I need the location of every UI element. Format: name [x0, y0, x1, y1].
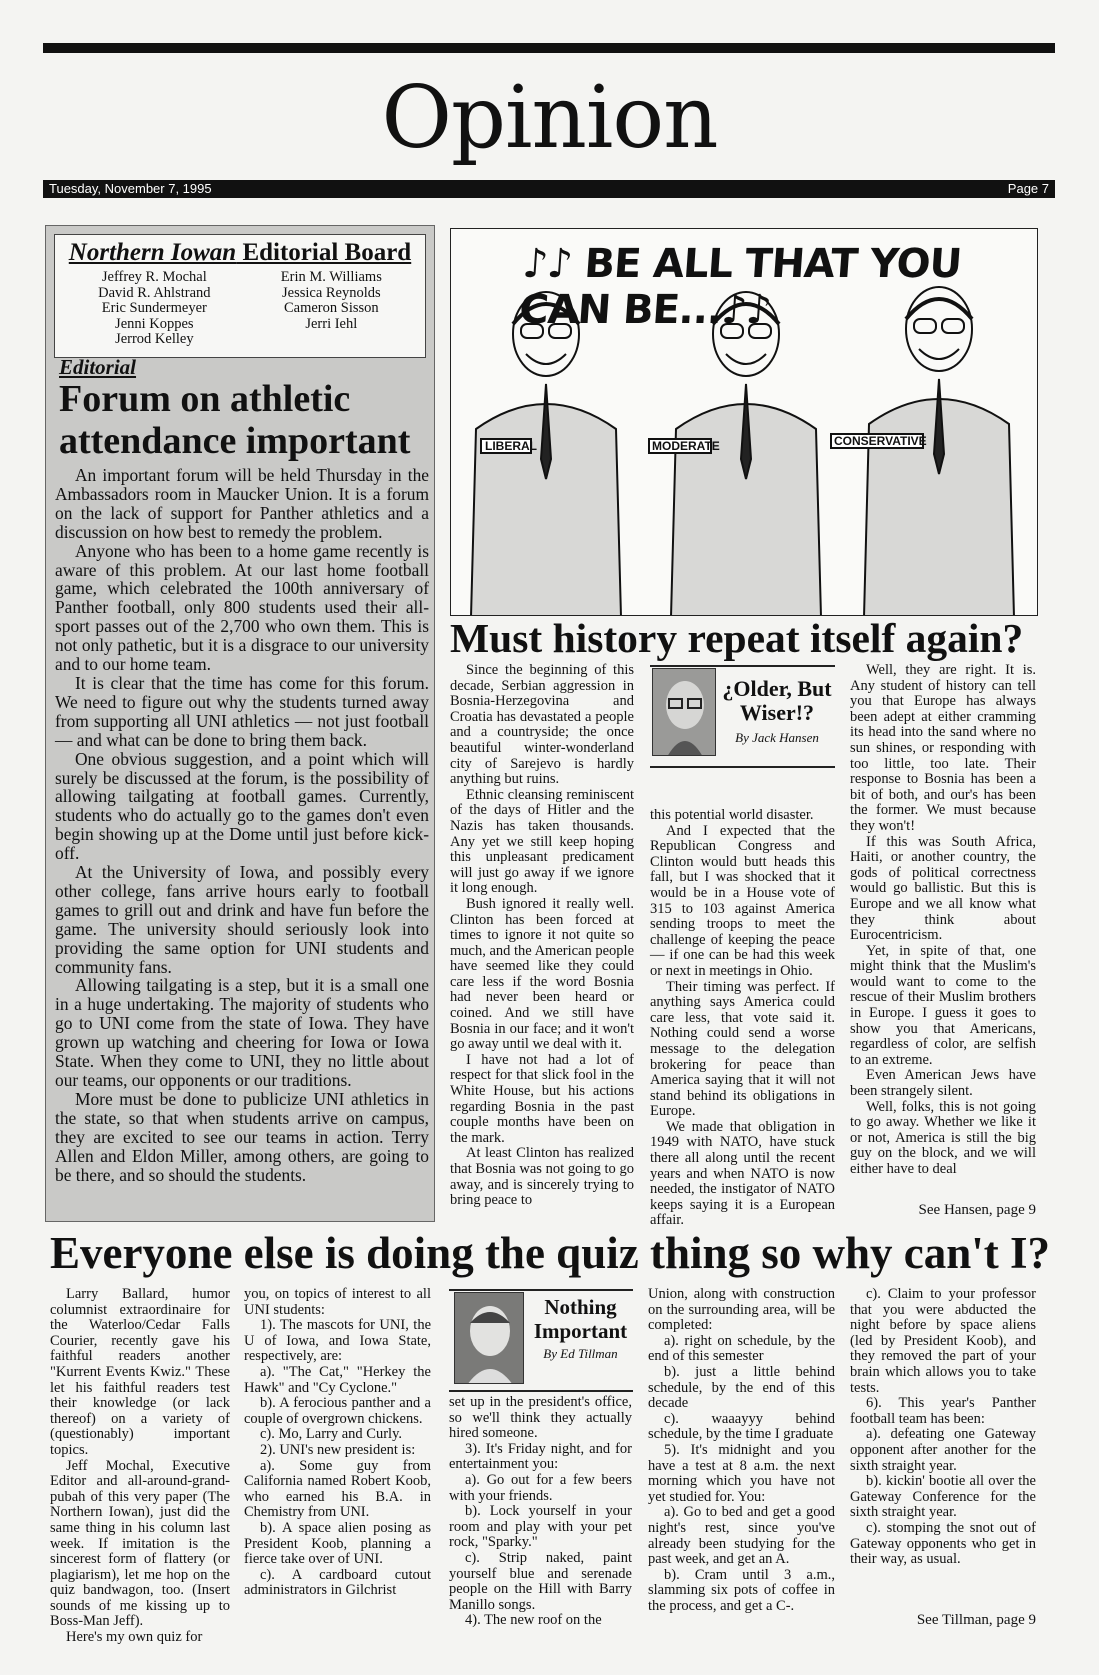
cartoon-label: CONSERVATIVE: [834, 434, 927, 448]
paragraph: One obvious suggestion, and a point which will surely be discussed at the forum, is the possibility of allowing tailgating at football games. Currently, students who do actually go to the games don't even begin showing up at the Dome until just before kick-off.: [55, 748, 429, 864]
editorial-body: [55, 466, 429, 1184]
paragraph: Jeff Mochal, Executive Editor and all-around-grand-pubah of this very paper (The Northern Iowan), just did the same thing in his column last week. If imitation is the sincerest form of flattery (or plagiarism), let me hop on the quiz bandwagon, too. (Insert sounds of me kissing up to Boss-Man Jeff).: [50, 1457, 230, 1630]
paragraph: a). Go out for a few beers with your friends.: [449, 1471, 632, 1504]
hansen-column-1: [450, 663, 634, 1209]
paragraph: b). A ferocious panther and a couple of overgrown chickens.: [244, 1395, 431, 1427]
figure-liberal: [471, 292, 621, 616]
paragraph: this potential world disaster.: [650, 807, 814, 823]
tillman-headline: Everyone else is doing the quiz thing so why can't I?: [49, 1228, 1051, 1278]
board-member: Jessica Reynolds: [281, 284, 381, 301]
hansen-jump-line: See Hansen, page 9: [918, 1202, 1036, 1218]
paragraph: Allowing tailgating is a step, but it is a small one in a huge undertaking. The majority of students who go to UNI come from the state of Iowa. They have grown up watching and cheering for Iowa or Iowa State. When they come to UNI, they no little about our teams, our opponents or our traditions.: [55, 975, 429, 1090]
board-title-text: Editorial Board: [236, 239, 412, 266]
paragraph: An important forum will be held Thursday in the Ambassadors room in Maucker Union. It is a forum on the lack of support for Panther athletics and a discussion on how best to remedy the problem.: [55, 465, 429, 542]
column-header-rule: [650, 665, 835, 667]
paragraph: a). right on schedule, by the end of this semester: [648, 1332, 835, 1365]
hansen-byline: By Jack Hansen: [735, 730, 819, 745]
paragraph: Their timing was perfect. If anything says America could care less, that vote said it. Nothing could send a worse message to the delegation brokering for peace than America saying that it will not stand behind its obligations in Europe.: [650, 978, 835, 1120]
section-nameplate: Opinion: [381, 68, 718, 168]
column-header-rule: [449, 1390, 633, 1392]
paragraph: b). Cram until 3 a.m., slamming six pots of coffee in the process, and get a C-.: [648, 1566, 835, 1614]
board-member: Jerri Iehl: [305, 315, 358, 332]
cartoon-caption: ♪♪ BE ALL THAT YOU CAN BE...♪♪: [517, 241, 963, 333]
cartoon-label: MODERATE: [652, 439, 720, 453]
paragraph: you, on topics of interest to all UNI students:: [244, 1286, 431, 1318]
hansen-column-title: ¿Older, But Wiser!?: [722, 676, 832, 725]
tillman-column-1: [50, 1287, 230, 1646]
paragraph: a). Go to bed and get a good night's rest, since you've already been studying for the past week, and get an A.: [648, 1504, 835, 1568]
tillman-column-2: [244, 1287, 431, 1599]
paragraph: 1). The mascots for UNI, the U of Iowa, and Iowa State, respectively, are:: [244, 1317, 431, 1365]
board-list-left: [98, 270, 210, 348]
paragraph: Well, they are right. It is. Any student of history can tell you that Europe has always been adept at either cramming its head into the sand where no sun shines, or responding with too little, too late. Their response to Bosnia has been a bit of both, and our's has been the former. We must because they won't!: [850, 662, 1036, 834]
paragraph: c). stomping the snot out of Gateway opponents who get in their way, as usual.: [850, 1519, 1036, 1568]
paragraph: It is clear that the time has come for this forum. We need to figure out why the students turned away from supporting all UNI athletics — not just football — and what can be done to bring them back.: [55, 672, 429, 750]
author-photo: [652, 668, 716, 756]
paragraph: Well, folks, this is not going to go away. Whether we like it or not, America is still the big guy on the block, and we will either have to deal: [850, 1098, 1036, 1177]
paragraph: b). Lock yourself in your room and play with your pet rock, "Sparky.": [449, 1503, 632, 1551]
editorial-board-title: [63, 239, 417, 267]
figure-conservative: [831, 287, 1014, 616]
cartoon-label: LIBERAL: [485, 439, 537, 453]
paragraph: a). defeating one Gateway opponent after another for the sixth straight year.: [850, 1426, 1036, 1474]
board-member: Eric Sundermeyer: [101, 300, 207, 316]
paragraph: 6). This year's Panther football team has been:: [850, 1395, 1036, 1427]
paragraph: c). waaayyy behind schedule, by the time I graduate: [648, 1410, 835, 1443]
paragraph: Union, along with construction on the surrounding area, will be completed:: [648, 1286, 835, 1334]
paragraph: We made that obligation in 1949 with NATO, have stuck there all along until the recent years and when NATO is now needed, the instigator of NATO keeps saying it is a European affair.: [650, 1118, 835, 1229]
paragraph: More must be done to publicize UNI athletics in the state, so that when students arrive on campus, they are excited to see our teams in action. Terry Allen and Eldon Miller, among others, are going to be there, and so should the students.: [55, 1088, 429, 1185]
paragraph: b). A space alien posing as President Koob, planning a fierce take over of UNI.: [244, 1519, 431, 1568]
paragraph: Here's my own quiz for: [66, 1629, 203, 1646]
paragraph: Even American Jews have been strangely silent.: [850, 1067, 1036, 1100]
paragraph: At least Clinton has realized that Bosnia was not going to go away, and is sincerely trying to bring peace to: [450, 1145, 634, 1209]
editorial-cartoon: [450, 228, 1038, 616]
figure-moderate: [649, 292, 821, 616]
paragraph: set up in the president's office, so we'll think they actually hired someone.: [449, 1394, 632, 1442]
board-list-right: [281, 270, 382, 348]
paragraph: b). just a little behind schedule, by the end of this decade: [648, 1363, 835, 1412]
paragraph: c). Mo, Larry and Curly.: [260, 1426, 403, 1443]
author-photo: [454, 1292, 524, 1384]
board-member: Jerrod Kelley: [115, 331, 194, 347]
hansen-column-3: [850, 663, 1036, 1178]
editorial-kicker: Editorial: [59, 355, 137, 379]
issue-date: Tuesday, November 7, 1995: [49, 181, 212, 196]
paper-name: Northern Iowan: [68, 239, 237, 266]
paragraph: Ethnic cleansing reminiscent of the days of Hitler and the Nazis has taken thousands. Any yet we still keep hoping this unpleasant predicament will just go away if we ignore it long enough.: [450, 786, 634, 897]
paragraph: c). Claim to your professor that you were abducted the night before by space aliens (led by President Koob), and they removed the part of your brain which allows you to take tests.: [850, 1286, 1036, 1396]
tillman-column-4: [648, 1287, 835, 1614]
paragraph: 2). UNI's new president is:: [260, 1441, 416, 1458]
paragraph: At the University of Iowa, and possibly every other college, fans arrive hours early to football games to grill out and drink and have fun before the game. The university should seriously look into providing the same option for UNI students and community fans.: [55, 862, 429, 977]
paragraph: Since the beginning of this decade, Serbian aggression in Bosnia-Herzegovina and Croatia has devastated a people and a countryside; the once beautiful winter-wonderland city of Sarejevo is hardly anything but ruins.: [450, 662, 634, 788]
hansen-column-2: [650, 808, 835, 1229]
paragraph: Larry Ballard, humor columnist extraordinaire for the Waterloo/Cedar Falls Courier, recently gave his faithful readers another "Kurrent Events Kwiz." These let his faithful readers test their knowledge (or lack thereof) on a variety of (questionably) important topics.: [50, 1286, 230, 1458]
author-photo-drawing: [455, 1293, 524, 1384]
paragraph: 3). It's Friday night, and for entertainment you:: [449, 1440, 632, 1473]
paragraph: Bush ignored it really well. Clinton has been forced at times to ignore it not quite so much, and the American people have seemed like they could care less if the word Bosnia had never been heard or coined. And we still have Bosnia in our face; and it won't go away until we deal with it.: [450, 895, 635, 1053]
paragraph: c). A cardboard cutout administrators in Gilchrist: [244, 1566, 431, 1599]
date-bar: [43, 180, 1055, 198]
paragraph: Yet, in spite of that, one might think that the Muslim's would want to come to the rescue of their Muslim brothers in Europe. I guess it goes to show you that Americans, regardless of color, are selfish to an extreme.: [850, 942, 1036, 1068]
column-header-rule: [650, 766, 835, 768]
board-member: David R. Ahlstrand: [98, 284, 211, 301]
paragraph: I have not had a lot of respect for that slick fool in the White House, but his actions regarding Bosnia in the past couple months have been on the mark.: [450, 1051, 634, 1146]
editorial-headline: Forum on athletic attendance important: [59, 378, 411, 462]
column-header-rule: [449, 1289, 633, 1291]
board-member: Cameron Sisson: [283, 300, 379, 316]
board-member: Jeffrey R. Mochal: [101, 269, 207, 285]
author-photo-drawing: [653, 669, 716, 756]
paragraph: a). "The Cat," "Herkey the Hawk" and "Cy Cyclone.": [244, 1363, 431, 1396]
top-rule: [43, 43, 1055, 53]
paragraph: c). Strip naked, paint yourself blue and serenade people on the Hill with Barry Manillo songs.: [449, 1549, 632, 1613]
tillman-column-3: [449, 1395, 632, 1629]
paragraph: 4). The new roof on the: [465, 1612, 602, 1629]
paragraph: Anyone who has been to a home game recently is aware of this problem. At our last home football game, which celebrated the 100th anniversary of Panther football, only 800 students used their all-sport passes out of the 2,700 who own them. This is not only pathetic, but it is a disgrace to our university and to our home team.: [55, 540, 429, 675]
editorial-board-box: [54, 234, 426, 358]
paragraph: a). Some guy from California named Robert Koob, who earned his B.A. in Chemistry from UNI.: [244, 1457, 431, 1521]
paragraph: b). kickin' bootie all over the Gateway Conference for the sixth straight year.: [850, 1473, 1036, 1521]
paragraph: If this was South Africa, Haiti, or another country, the gods of political correctness would go ballistic. But this is Europe and we all know what they think about Eurocentricism.: [850, 833, 1036, 944]
board-members: [63, 270, 417, 348]
board-member: Jenni Koppes: [115, 315, 194, 332]
tillman-byline: By Ed Tillman: [543, 1346, 618, 1361]
tillman-jump-line: See Tillman, page 9: [916, 1612, 1036, 1628]
hansen-headline: Must history repeat itself again?: [450, 615, 1024, 661]
paragraph: And I expected that the Republican Congress and Clinton would butt heads this fall, but I was shocked that it would be in a House vote of 315 to 103 against America sending troops to meet the challenge of keeping the peace — if one can be had this week or next in meetings in Ohio.: [650, 822, 835, 979]
tillman-column-5: [850, 1287, 1036, 1568]
board-member: Erin M. Williams: [280, 269, 382, 285]
tillman-column-title: Nothing Important: [533, 1295, 628, 1343]
paragraph: 5). It's midnight and you have a test at 8 a.m. the next morning which you have not yet studied for. You:: [648, 1441, 835, 1505]
page-number: Page 7: [1007, 181, 1049, 196]
